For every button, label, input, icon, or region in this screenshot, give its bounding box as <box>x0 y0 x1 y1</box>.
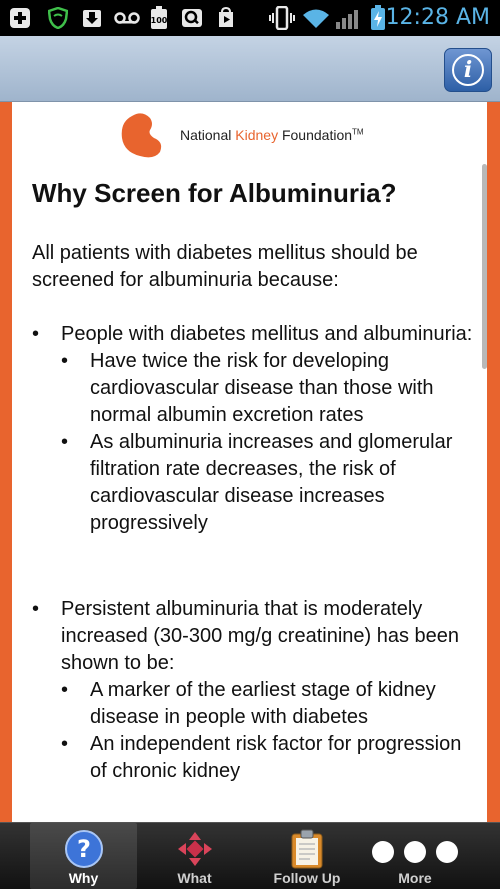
bullet-mark: • <box>32 598 40 620</box>
status-bar <box>0 0 500 36</box>
kidney-logo-icon <box>120 112 168 158</box>
list-item-text: Persistent albuminuria that is moderately increased (30-300 mg/g creatinine) has been shown to be: <box>61 598 460 674</box>
tab-label: What <box>177 870 212 886</box>
intro-paragraph: All patients with diabetes mellitus should be screened for albuminuria because: <box>32 242 418 291</box>
svg-text:?: ? <box>76 835 91 863</box>
question-icon <box>64 829 104 874</box>
app-header <box>0 36 500 102</box>
bullet-mark: • <box>32 323 40 345</box>
wifi-icon <box>301 6 331 30</box>
tab-more[interactable] <box>362 823 468 889</box>
list-item <box>32 596 482 785</box>
logo-trademark: TM <box>352 127 364 137</box>
battery-badge-text: 100 <box>150 16 168 25</box>
tab-what[interactable] <box>137 823 252 889</box>
battery-100-icon <box>148 6 170 30</box>
logo-highlight: Kidney <box>235 127 279 143</box>
search-app-icon <box>180 6 204 30</box>
sub-list-item: • Have twice the risk for developing cardiovascular disease than those with normal albumin excretion rates <box>61 348 482 429</box>
more-dots-icon <box>370 839 460 870</box>
nkf-logo <box>120 110 364 160</box>
sub-list-item: • An independent risk factor for progression of chronic kidney <box>61 731 482 785</box>
add-icon <box>8 6 32 30</box>
clipboard-icon <box>290 829 324 874</box>
info-icon: i <box>452 54 484 86</box>
info-button[interactable] <box>444 48 492 92</box>
logo-suffix: Foundation <box>278 127 353 143</box>
logo-prefix: National <box>180 127 236 143</box>
sub-list <box>61 348 482 537</box>
list-item-text: People with diabetes mellitus and albuminuria: <box>61 323 473 345</box>
page-title: Why Screen for Albuminuria? <box>32 178 397 208</box>
signal-icon <box>334 6 364 30</box>
tab-why[interactable] <box>30 823 137 889</box>
clock-time: 12:28 AM <box>385 5 490 30</box>
vibrate-icon <box>268 6 296 30</box>
sub-list <box>61 677 482 785</box>
scrollbar-thumb[interactable] <box>482 164 487 369</box>
diamond-arrows-icon <box>175 829 215 874</box>
tab-bar <box>0 822 500 889</box>
tab-label: More <box>398 870 432 886</box>
content-sheet[interactable] <box>12 102 487 822</box>
download-icon <box>80 6 104 30</box>
list-item <box>32 321 482 537</box>
tab-label: Follow Up <box>273 870 341 886</box>
logo-text <box>180 127 364 143</box>
sub-list-item: • A marker of the earliest stage of kidney disease in people with diabetes <box>61 677 482 731</box>
sub-list-item: • As albuminuria increases and glomerular filtration rate decreases, the risk of cardiovascular disease increases progressively <box>61 429 482 537</box>
tab-follow-up[interactable] <box>252 823 362 889</box>
tab-label: Why <box>68 870 99 886</box>
shield-icon <box>46 6 70 30</box>
play-store-icon <box>214 6 238 30</box>
voicemail-icon <box>113 6 141 30</box>
content-frame <box>0 102 500 822</box>
